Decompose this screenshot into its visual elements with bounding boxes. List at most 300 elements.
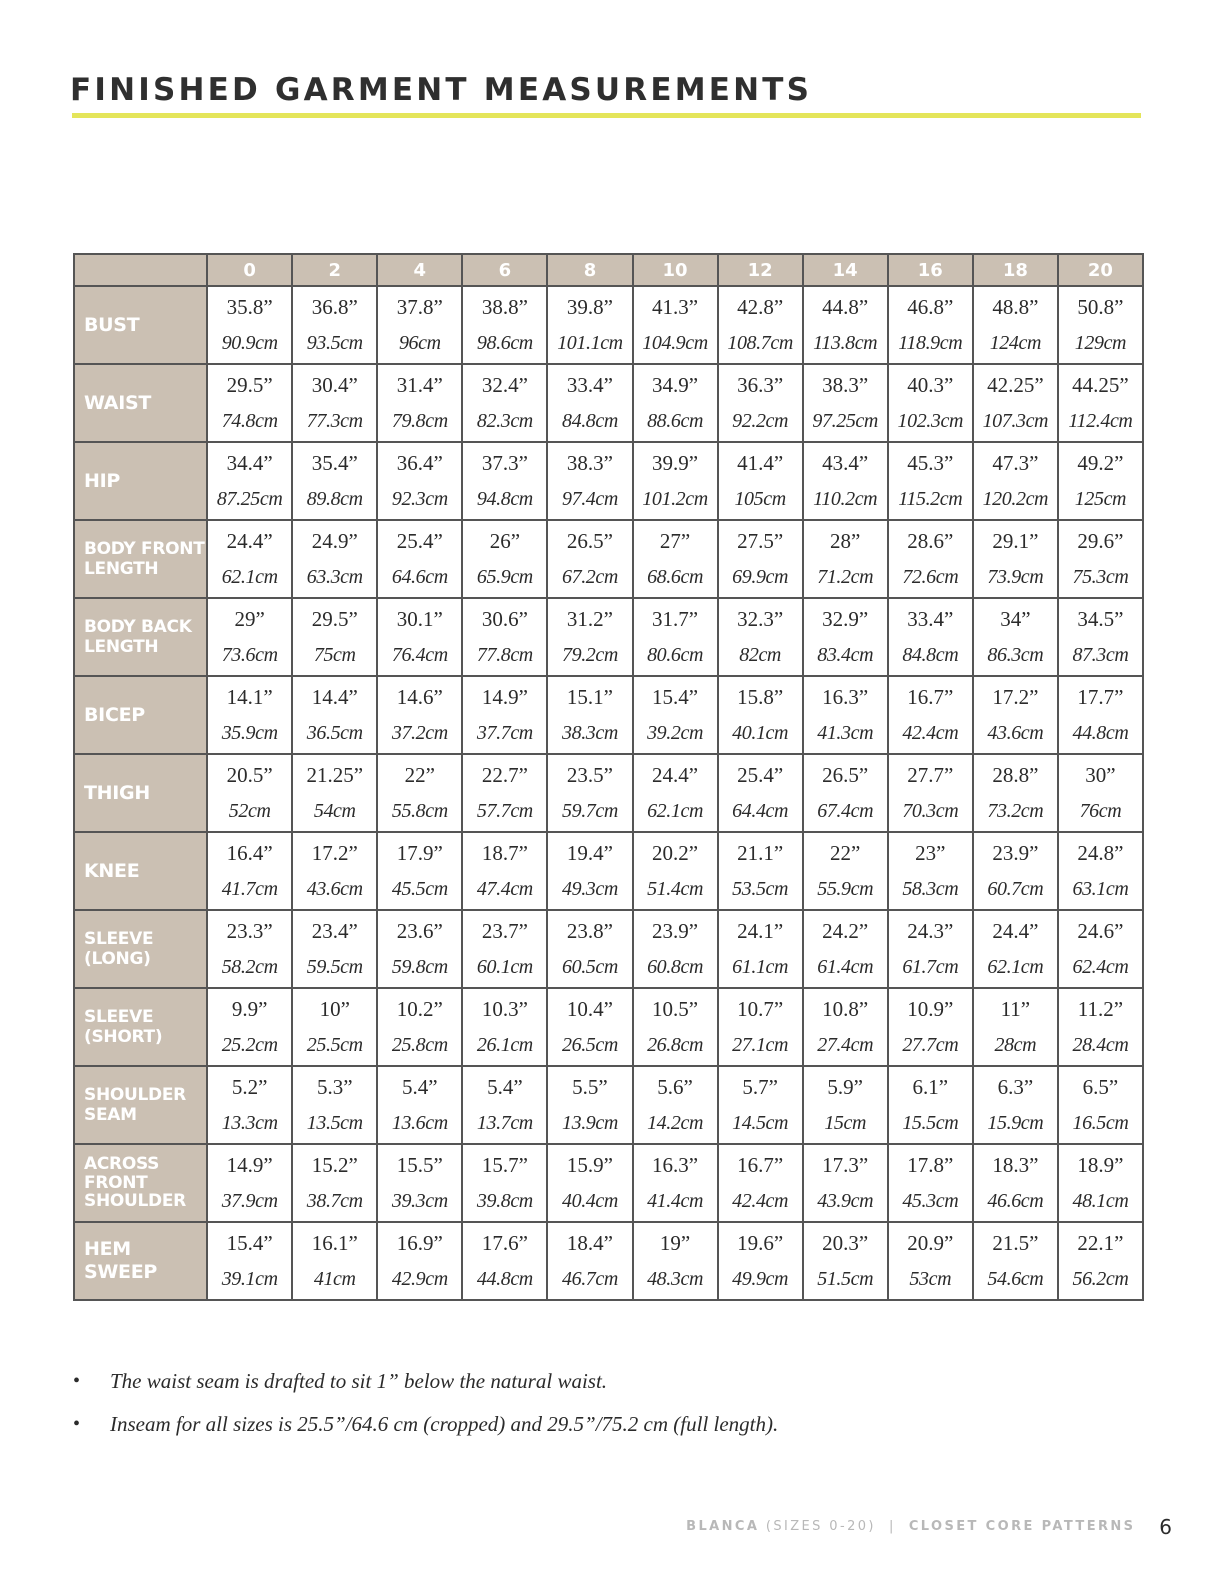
cm-value: 27.7cm [902,1034,959,1056]
inch-value: 24.4” [226,529,273,553]
inch-value: 10.4” [566,997,613,1021]
measurement-cell [718,676,803,754]
cm-value: 120.2cm [982,488,1049,510]
cm-value: 43.9cm [817,1190,874,1212]
cm-value: 105cm [734,488,786,510]
measurement-cell [207,1222,292,1300]
measurement-cell [292,286,377,364]
inch-value: 36.3” [737,373,784,397]
inch-value: 15.8” [737,685,784,709]
measurement-row [74,988,1143,1066]
page-title: FINISHED GARMENT MEASUREMENTS [70,72,813,108]
inch-value: 10.3” [481,997,528,1021]
measurement-cell [292,676,377,754]
inch-value: 17.2” [311,841,358,865]
measurement-cell [633,754,718,832]
inch-value: 42.25” [987,373,1044,397]
cm-value: 62.4cm [1072,956,1129,978]
measurement-cell [973,1144,1058,1222]
cm-value: 89.8cm [306,488,363,510]
cm-value: 59.8cm [391,956,448,978]
inch-value: 16.1” [311,1231,358,1255]
cm-value: 36.5cm [306,722,363,744]
inch-value: 22” [830,841,861,865]
inch-value: 29.1” [992,529,1039,553]
inch-value: 21.5” [992,1231,1039,1255]
inch-value: 23.5” [566,763,613,787]
measurement-cell [633,442,718,520]
inch-value: 16.7” [907,685,954,709]
cm-value: 45.3cm [902,1190,959,1212]
measurement-cell [973,442,1058,520]
inch-value: 24.4” [992,919,1039,943]
row-label: WAIST [74,364,207,442]
cm-value: 58.2cm [221,956,278,978]
cm-value: 107.3cm [982,410,1049,432]
measurement-cell [888,1222,973,1300]
measurement-row [74,520,1143,598]
measurement-cell [462,598,547,676]
cm-value: 79.8cm [391,410,448,432]
inch-value: 37.3” [481,451,528,475]
measurement-cell [377,442,462,520]
inch-value: 17.2” [992,685,1039,709]
row-label: BICEP [74,676,207,754]
note-item [70,1360,778,1403]
measurement-cell [973,676,1058,754]
inch-value: 23.4” [311,919,358,943]
inch-value: 18.4” [566,1231,613,1255]
note-text: The waist seam is drafted to sit 1” below the natural waist. [110,1369,608,1393]
row-label: SHOULDER SEAM [74,1066,207,1144]
measurement-cell [888,598,973,676]
inch-value: 33.4” [566,373,613,397]
inch-value: 5.5” [572,1075,608,1099]
inch-value: 34.5” [1077,607,1124,631]
cm-value: 63.1cm [1072,878,1129,900]
inch-value: 29.5” [311,607,358,631]
cm-value: 72.6cm [902,566,959,588]
measurement-cell [207,754,292,832]
cm-value: 98.6cm [476,332,533,354]
measurement-cell [1058,910,1143,988]
measurement-cell [292,754,377,832]
cm-value: 13.9cm [562,1112,618,1134]
row-label: BODY FRONT LENGTH [74,520,207,598]
measurement-cell [462,1222,547,1300]
cm-value: 26.5cm [562,1034,618,1056]
inch-value: 24.4” [652,763,699,787]
inch-value: 31.2” [566,607,613,631]
cm-value: 61.7cm [902,956,959,978]
cm-value: 42.4cm [732,1190,789,1212]
measurement-cell [377,910,462,988]
cm-value: 92.2cm [732,410,789,432]
measurement-cell [1058,1222,1143,1300]
measurement-cell [888,754,973,832]
inch-value: 11” [1000,997,1031,1021]
cm-value: 16.5cm [1072,1112,1129,1134]
measurement-cell [462,442,547,520]
measurement-cell [547,286,632,364]
measurement-cell [292,364,377,442]
cm-value: 94.8cm [476,488,533,510]
cm-value: 13.7cm [476,1112,533,1134]
bullet-icon: • [73,1370,81,1392]
cm-value: 44.8cm [1072,722,1129,744]
measurement-cell [207,520,292,598]
cm-value: 41.7cm [221,878,278,900]
inch-value: 6.3” [997,1075,1034,1099]
measurement-cell [377,988,462,1066]
inch-value: 30.6” [481,607,528,631]
inch-value: 17.9” [396,841,443,865]
row-label: HEM SWEEP [74,1222,207,1300]
measurement-cell [462,754,547,832]
measurement-cell [973,364,1058,442]
cm-value: 60.7cm [987,878,1044,900]
inch-value: 49.2” [1077,451,1124,475]
inch-value: 5.2” [231,1075,268,1099]
inch-value: 22” [404,763,435,787]
cm-value: 53.5cm [732,878,789,900]
measurement-cell [462,832,547,910]
measurement-cell [718,520,803,598]
row-label: SLEEVE (SHORT) [74,988,207,1066]
measurement-cell [377,598,462,676]
footer-sizes: (SIZES 0-20) [765,1519,876,1534]
measurement-cell [718,364,803,442]
cm-value: 37.7cm [476,722,533,744]
measurement-cell [207,832,292,910]
cm-value: 86.3cm [987,644,1044,666]
measurement-cell [547,598,632,676]
measurement-cell [633,676,718,754]
measurement-cell [292,832,377,910]
inch-value: 10” [319,997,350,1021]
measurement-cell [207,1066,292,1144]
size-header-cell: 2 [292,254,377,286]
measurement-cell [888,988,973,1066]
inch-value: 15.7” [481,1153,528,1177]
cm-value: 61.4cm [817,956,874,978]
size-header-cell: 18 [973,254,1058,286]
cm-value: 27.1cm [732,1034,789,1056]
inch-value: 39.9” [652,451,699,475]
footer-pattern-name: BLANCA [686,1519,760,1534]
inch-value: 37.8” [396,295,443,319]
cm-value: 79.2cm [562,644,618,666]
measurement-cell [803,442,888,520]
cm-value: 67.2cm [562,566,618,588]
inch-value: 22.1” [1077,1231,1124,1255]
inch-value: 20.2” [652,841,699,865]
measurement-cell [803,988,888,1066]
cm-value: 38.3cm [562,722,618,744]
inch-value: 35.4” [311,451,358,475]
cm-value: 37.2cm [391,722,448,744]
measurement-cell [633,832,718,910]
cm-value: 38.7cm [306,1190,363,1212]
measurement-cell [718,910,803,988]
measurement-cell [547,1222,632,1300]
cm-value: 41cm [313,1268,356,1290]
cm-value: 14.2cm [647,1112,703,1134]
measurement-cell [292,1144,377,1222]
footer-brand: CLOSET CORE PATTERNS [908,1519,1136,1534]
inch-value: 27.5” [737,529,784,553]
cm-value: 42.4cm [902,722,959,744]
cm-value: 76.4cm [391,644,448,666]
inch-value: 31.4” [396,373,443,397]
inch-value: 16.3” [652,1153,699,1177]
cm-value: 25.5cm [306,1034,363,1056]
cm-value: 49.9cm [732,1268,789,1290]
cm-value: 63.3cm [306,566,363,588]
row-label: SLEEVE (LONG) [74,910,207,988]
measurement-cell [1058,676,1143,754]
cm-value: 61.1cm [732,956,789,978]
cm-value: 88.6cm [647,410,703,432]
inch-value: 20.5” [226,763,273,787]
measurement-cell [462,676,547,754]
measurement-cell [1058,832,1143,910]
inch-value: 5.9” [827,1075,863,1099]
cm-value: 27.4cm [817,1034,874,1056]
measurement-cell [718,1066,803,1144]
inch-value: 45.3” [907,451,954,475]
measurement-cell [292,442,377,520]
cm-value: 129cm [1074,332,1127,354]
measurement-cell [888,910,973,988]
measurement-cell [292,910,377,988]
measurement-row [74,1222,1143,1300]
measurement-cell [718,442,803,520]
inch-value: 21.1” [737,841,784,865]
size-header-cell: 4 [377,254,462,286]
cm-value: 101.1cm [557,332,623,354]
inch-value: 14.9” [481,685,528,709]
inch-value: 15.4” [652,685,699,709]
cm-value: 26.1cm [476,1034,533,1056]
cm-value: 40.1cm [732,722,789,744]
cm-value: 84.8cm [902,644,959,666]
cm-value: 108.7cm [727,332,793,354]
cm-value: 112.4cm [1068,410,1133,432]
measurement-cell [718,754,803,832]
measurement-cell [633,1066,718,1144]
measurement-cell [462,1066,547,1144]
row-label: THIGH [74,754,207,832]
cm-value: 43.6cm [987,722,1044,744]
measurement-cell [633,286,718,364]
inch-value: 17.7” [1077,685,1124,709]
measurement-cell [888,286,973,364]
measurement-cell [547,364,632,442]
measurement-cell [718,1222,803,1300]
measurement-cell [292,1066,377,1144]
measurement-cell [973,520,1058,598]
cm-value: 56.2cm [1072,1268,1129,1290]
measurement-cell [803,1144,888,1222]
measurement-row [74,364,1143,442]
cm-value: 47.4cm [476,878,533,900]
cm-value: 54cm [313,800,356,822]
measurement-cell [633,364,718,442]
inch-value: 16.9” [396,1231,443,1255]
cm-value: 102.3cm [897,410,964,432]
inch-value: 18.7” [481,841,528,865]
measurement-cell [633,1222,718,1300]
measurement-cell [633,1144,718,1222]
cm-value: 84.8cm [562,410,618,432]
cm-value: 68.6cm [647,566,703,588]
inch-value: 23.9” [992,841,1039,865]
measurement-cell [1058,442,1143,520]
cm-value: 80.6cm [647,644,703,666]
cm-value: 14.5cm [732,1112,789,1134]
measurement-cell [718,1144,803,1222]
measurement-cell [888,364,973,442]
corner-cell [74,254,207,286]
cm-value: 41.4cm [647,1190,703,1212]
inch-value: 15.2” [311,1153,358,1177]
inch-value: 24.1” [737,919,784,943]
inch-value: 46.8” [907,295,954,319]
inch-value: 27.7” [907,763,954,787]
measurement-cell [1058,754,1143,832]
measurement-row [74,910,1143,988]
measurement-cell [803,832,888,910]
inch-value: 19.4” [566,841,613,865]
inch-value: 23” [915,841,946,865]
cm-value: 83.4cm [817,644,874,666]
cm-value: 48.1cm [1072,1190,1129,1212]
measurement-cell [292,598,377,676]
measurement-cell [973,754,1058,832]
cm-value: 15.9cm [987,1112,1044,1134]
measurement-cell [718,988,803,1066]
inch-value: 9.9” [231,997,268,1021]
inch-value: 32.4” [481,373,528,397]
inch-value: 28.8” [992,763,1039,787]
size-header-cell: 14 [803,254,888,286]
cm-value: 75.3cm [1072,566,1129,588]
inch-value: 15.1” [566,685,613,709]
measurement-cell [377,1222,462,1300]
size-header-cell: 16 [888,254,973,286]
title-underline [72,113,1141,118]
measurement-cell [973,910,1058,988]
measurement-cell [888,1066,973,1144]
cm-value: 115.2cm [898,488,963,510]
inch-value: 19” [659,1231,691,1255]
inch-value: 23.3” [226,919,273,943]
measurement-cell [803,1222,888,1300]
measurement-cell [973,832,1058,910]
inch-value: 19.6” [737,1231,784,1255]
cm-value: 55.8cm [391,800,448,822]
row-label: BODY BACK LENGTH [74,598,207,676]
measurement-row [74,676,1143,754]
inch-value: 32.3” [737,607,784,631]
size-header-cell: 20 [1058,254,1143,286]
measurement-row [74,598,1143,676]
measurement-cell [1058,1144,1143,1222]
measurement-cell [462,364,547,442]
cm-value: 52cm [228,800,271,822]
cm-value: 39.2cm [647,722,703,744]
measurement-cell [1058,598,1143,676]
inch-value: 15.5” [396,1153,443,1177]
note-item [70,1403,778,1446]
size-header-cell: 12 [718,254,803,286]
cm-value: 13.5cm [306,1112,363,1134]
cm-value: 46.6cm [987,1190,1044,1212]
cm-value: 71.2cm [817,566,874,588]
inch-value: 26.5” [566,529,613,553]
measurement-cell [803,364,888,442]
cm-value: 62.1cm [987,956,1044,978]
measurement-cell [207,286,292,364]
cm-value: 64.6cm [391,566,448,588]
measurement-row [74,442,1143,520]
inch-value: 34.4” [226,451,273,475]
measurement-cell [803,286,888,364]
cm-value: 76cm [1079,800,1122,822]
cm-value: 69.9cm [732,566,789,588]
cm-value: 87.25cm [216,488,283,510]
measurement-row [74,286,1143,364]
measurement-cell [718,286,803,364]
cm-value: 43.6cm [306,878,363,900]
measurement-cell [207,442,292,520]
cm-value: 13.6cm [391,1112,448,1134]
inch-value: 35.8” [226,295,273,319]
inch-value: 10.8” [822,997,869,1021]
cm-value: 51.4cm [647,878,703,900]
measurement-cell [377,286,462,364]
inch-value: 29” [234,607,265,631]
cm-value: 15.5cm [902,1112,959,1134]
inch-value: 5.6” [657,1075,693,1099]
cm-value: 60.5cm [562,956,618,978]
inch-value: 44.25” [1072,373,1129,397]
size-header-cell: 10 [633,254,718,286]
inch-value: 10.7” [737,997,784,1021]
measurement-cell [633,988,718,1066]
cm-value: 97.25cm [812,410,878,432]
measurement-cell [292,520,377,598]
inch-value: 23.9” [652,919,699,943]
cm-value: 51.5cm [817,1268,874,1290]
cm-value: 110.2cm [813,488,878,510]
inch-value: 5.7” [742,1075,778,1099]
inch-value: 30” [1085,763,1116,787]
cm-value: 42.9cm [391,1268,448,1290]
cm-value: 77.8cm [476,644,533,666]
measurement-cell [718,598,803,676]
inch-value: 17.6” [481,1231,528,1255]
cm-value: 124cm [989,332,1042,354]
measurement-cell [547,1066,632,1144]
measurement-cell [888,520,973,598]
measurement-cell [377,1144,462,1222]
inch-value: 34.9” [652,373,699,397]
inch-value: 17.8” [907,1153,954,1177]
inch-value: 15.4” [226,1231,273,1255]
cm-value: 59.5cm [306,956,363,978]
